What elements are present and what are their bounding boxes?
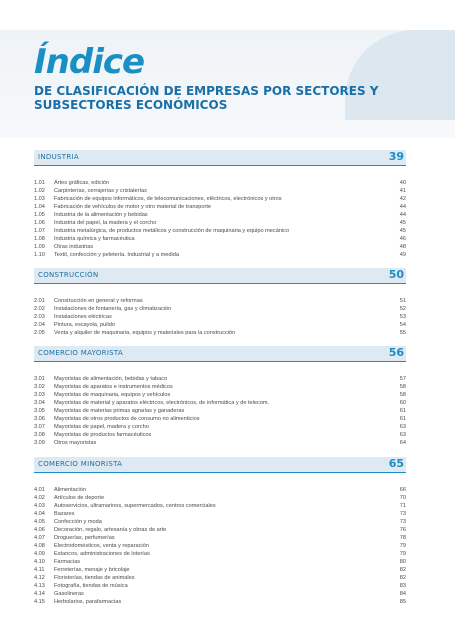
section-page-number: 39 <box>388 150 404 163</box>
entry-number: 3.08 <box>34 432 45 438</box>
entry-label: Otros mayoristas <box>54 440 97 446</box>
entry-page: 82 <box>399 575 406 581</box>
entry-page: 76 <box>399 527 406 533</box>
entry-number: 4.02 <box>34 495 45 501</box>
entry-number: 3.02 <box>34 384 45 390</box>
toc-entry[interactable] <box>34 486 406 494</box>
entry-label: Mayoristas de productos farmacéuticos <box>54 432 152 438</box>
entry-page: 42 <box>399 196 406 202</box>
entry-page: 80 <box>399 559 406 565</box>
entry-page: 60 <box>399 400 406 406</box>
toc-entry[interactable] <box>34 227 406 235</box>
entry-label: Construcción en general y reformas <box>54 298 143 304</box>
entry-label: Industria del papel, la madera y el corcho <box>54 220 157 226</box>
toc-entry[interactable] <box>34 329 406 337</box>
entry-page: 51 <box>399 298 406 304</box>
section-header[interactable] <box>34 268 406 284</box>
entry-label: Autoservicios, ultramarinos, supermercados, centros comerciales <box>54 503 216 509</box>
entry-page: 70 <box>399 495 406 501</box>
toc-entry[interactable] <box>34 526 406 534</box>
entry-label: Estancos, administraciones de loterías <box>54 551 150 557</box>
entry-label: Mayoristas de alimentación, bebidas y tabaco <box>54 376 168 382</box>
entry-label: Industria metalúrgica, de productos metálicos y construcción de maquinaria y equipo mecánico <box>54 228 290 234</box>
entry-page: 78 <box>399 535 406 541</box>
toc-entry[interactable] <box>34 550 406 558</box>
toc-entry[interactable] <box>34 534 406 542</box>
entry-number: 2.01 <box>34 298 45 304</box>
entry-number: 2.04 <box>34 322 45 328</box>
section-rows <box>34 297 406 337</box>
entry-label: Farmacias <box>54 559 81 565</box>
toc-entry[interactable] <box>34 399 406 407</box>
entry-label: Industria de la alimentación y bebidas <box>54 212 148 218</box>
toc-entry[interactable] <box>34 415 406 423</box>
entry-number: 3.06 <box>34 416 45 422</box>
entry-label: Otras industrias <box>54 244 94 250</box>
toc-entry[interactable] <box>34 383 406 391</box>
entry-number: 1.03 <box>34 196 45 202</box>
section-title: COMERCIO MINORISTA <box>38 460 123 468</box>
toc-entry[interactable] <box>34 235 406 243</box>
section-header[interactable] <box>34 150 406 166</box>
entry-number: 2.05 <box>34 330 45 336</box>
entry-page: 57 <box>399 376 406 382</box>
toc-entry[interactable] <box>34 305 406 313</box>
toc-entry[interactable] <box>34 494 406 502</box>
toc-entry[interactable] <box>34 423 406 431</box>
entry-number: 1.01 <box>34 180 45 186</box>
entry-label: Mayoristas de aparatos e instrumentos médicos <box>54 384 173 390</box>
section-page-number: 56 <box>388 346 404 359</box>
entry-page: 61 <box>399 408 406 414</box>
entry-page: 83 <box>399 583 406 589</box>
entry-number: 2.03 <box>34 314 45 320</box>
entry-number: 3.04 <box>34 400 45 406</box>
section-rows <box>34 486 406 606</box>
entry-page: 45 <box>399 228 406 234</box>
entry-label: Carpinterías, cerrajerías y cristalerías <box>54 188 147 194</box>
entry-number: 1.02 <box>34 188 45 194</box>
entry-number: 4.15 <box>34 599 45 605</box>
entry-number: 3.09 <box>34 440 45 446</box>
toc-entry[interactable] <box>34 179 406 187</box>
entry-label: Bazares <box>54 511 75 517</box>
entry-number: 4.10 <box>34 559 45 565</box>
toc-entry[interactable] <box>34 558 406 566</box>
entry-label: Mayoristas de maquinaria, equipos y vehículos <box>54 392 171 398</box>
entry-label: Artículos de deporte <box>54 495 105 501</box>
entry-label: Artes gráficas, edición <box>54 180 110 186</box>
entry-label: Confección y moda <box>54 519 102 525</box>
entry-number: 1.09 <box>34 244 45 250</box>
entry-number: 4.11 <box>34 567 45 573</box>
entry-number: 4.06 <box>34 527 45 533</box>
toc-entry[interactable] <box>34 582 406 590</box>
entry-page: 66 <box>399 487 406 493</box>
section-rows <box>34 179 406 259</box>
entry-number: 3.01 <box>34 376 45 382</box>
section-header[interactable] <box>34 346 406 362</box>
entry-label: Textil, confección y peletería. Industrial y a medida <box>54 252 179 258</box>
section-title: CONSTRUCCIÓN <box>38 271 99 279</box>
entry-page: 41 <box>399 188 406 194</box>
entry-label: Herbolarios, parafarmacias <box>54 599 122 605</box>
entry-page: 52 <box>399 306 406 312</box>
section-page-number: 50 <box>388 268 404 281</box>
entry-number: 4.03 <box>34 503 45 509</box>
entry-number: 1.06 <box>34 220 45 226</box>
section-header[interactable] <box>34 457 406 473</box>
entry-page: 45 <box>399 220 406 226</box>
entry-page: 84 <box>399 591 406 597</box>
toc-entry[interactable] <box>34 431 406 439</box>
entry-label: Venta y alquiler de maquinaria, equipos y materiales para la construcción <box>54 330 236 336</box>
entry-page: 54 <box>399 322 406 328</box>
entry-page: 82 <box>399 567 406 573</box>
toc-entry[interactable] <box>34 590 406 598</box>
page-subtitle: DE CLASIFICACIÓN DE EMPRESAS POR SECTORES Y SUBSECTORES ECONÓMICOS <box>34 84 379 112</box>
entry-label: Instalaciones eléctricas <box>54 314 112 320</box>
section-title: COMERCIO MAYORISTA <box>38 349 124 357</box>
entry-page: 44 <box>399 204 406 210</box>
entry-number: 1.05 <box>34 212 45 218</box>
entry-page: 63 <box>399 424 406 430</box>
entry-label: Ferreterías, menaje y bricolaje <box>54 567 130 573</box>
toc-entry[interactable] <box>34 321 406 329</box>
toc-entry[interactable] <box>34 219 406 227</box>
entry-label: Alimentación <box>54 487 87 493</box>
entry-label: Electrodomésticos, venta y reparación <box>54 543 149 549</box>
entry-page: 71 <box>399 503 406 509</box>
section-page-number: 65 <box>388 457 404 470</box>
toc-entry[interactable] <box>34 375 406 383</box>
entry-page: 85 <box>399 599 406 605</box>
entry-number: 3.07 <box>34 424 45 430</box>
entry-page: 55 <box>399 330 406 336</box>
entry-number: 3.03 <box>34 392 45 398</box>
toc-entry[interactable] <box>34 510 406 518</box>
entry-number: 1.07 <box>34 228 45 234</box>
entry-page: 58 <box>399 384 406 390</box>
entry-label: Decoración, regalo, artesanía y obras de arte <box>54 527 167 533</box>
toc-entry[interactable] <box>34 407 406 415</box>
entry-label: Industria química y farmacéutica <box>54 236 135 242</box>
entry-page: 79 <box>399 551 406 557</box>
entry-page: 49 <box>399 252 406 258</box>
entry-number: 4.09 <box>34 551 45 557</box>
entry-number: 1.04 <box>34 204 45 210</box>
section-title: INDUSTRIA <box>38 153 79 161</box>
entry-number: 4.01 <box>34 487 45 493</box>
entry-page: 73 <box>399 519 406 525</box>
entry-label: Mayoristas de otros productos de consumo no alimenticios <box>54 416 200 422</box>
page-title: Índice <box>34 42 145 82</box>
entry-page: 46 <box>399 236 406 242</box>
entry-page: 53 <box>399 314 406 320</box>
toc-entry[interactable] <box>34 518 406 526</box>
entry-page: 58 <box>399 392 406 398</box>
entry-number: 1.08 <box>34 236 45 242</box>
toc-entry[interactable] <box>34 566 406 574</box>
entry-label: Mayoristas de papel, madera y corcho <box>54 424 149 430</box>
entry-number: 4.13 <box>34 583 45 589</box>
toc-entry[interactable] <box>34 251 406 259</box>
entry-label: Gasolineras <box>54 591 84 597</box>
entry-label: Instalaciones de fontanería, gas y climatización <box>54 306 172 312</box>
toc-entry[interactable] <box>34 211 406 219</box>
entry-label: Pintura, escayola, pulido <box>54 322 115 328</box>
entry-page: 48 <box>399 244 406 250</box>
entry-number: 4.04 <box>34 511 45 517</box>
entry-page: 63 <box>399 432 406 438</box>
entry-page: 64 <box>399 440 406 446</box>
toc-entry[interactable] <box>34 203 406 211</box>
entry-number: 2.02 <box>34 306 45 312</box>
entry-page: 44 <box>399 212 406 218</box>
entry-number: 4.05 <box>34 519 45 525</box>
section-comercio-mayorista <box>34 346 406 447</box>
entry-label: Mayoristas de material y aparatos eléctricos, electrónicos, de informática y de telecom. <box>54 400 270 406</box>
entry-number: 4.12 <box>34 575 45 581</box>
toc-entry[interactable] <box>34 542 406 550</box>
toc-entry[interactable] <box>34 502 406 510</box>
toc-entry[interactable] <box>34 297 406 305</box>
entry-number: 3.05 <box>34 408 45 414</box>
toc-entry[interactable] <box>34 195 406 203</box>
entry-number: 4.08 <box>34 543 45 549</box>
toc-entry[interactable] <box>34 243 406 251</box>
entry-page: 61 <box>399 416 406 422</box>
entry-label: Fabricación de vehículos de motor y otro material de transporte <box>54 204 212 210</box>
section-rows <box>34 375 406 447</box>
toc-entry[interactable] <box>34 598 406 606</box>
toc-entry[interactable] <box>34 187 406 195</box>
entry-page: 40 <box>399 180 406 186</box>
entry-number: 1.10 <box>34 252 45 258</box>
toc-entry[interactable] <box>34 391 406 399</box>
entry-number: 4.14 <box>34 591 45 597</box>
section-comercio-minorista <box>34 457 406 606</box>
entry-page: 73 <box>399 511 406 517</box>
entry-label: Fotografía, tiendas de música <box>54 583 128 589</box>
entry-label: Fabricación de equipos informáticos, de telecomunicaciones, eléctricos, electrónicos y otros <box>54 196 282 202</box>
entry-label: Droguerías, perfumerías <box>54 535 115 541</box>
entry-page: 79 <box>399 543 406 549</box>
entry-label: Mayoristas de materias primas agrarias y ganaderas <box>54 408 185 414</box>
entry-label: Floristerías, tiendas de animales <box>54 575 135 581</box>
toc-entry[interactable] <box>34 439 406 447</box>
section-construccion <box>34 268 406 337</box>
toc-entry[interactable] <box>34 313 406 321</box>
toc-entry[interactable] <box>34 574 406 582</box>
entry-number: 4.07 <box>34 535 45 541</box>
section-industria <box>34 150 406 259</box>
